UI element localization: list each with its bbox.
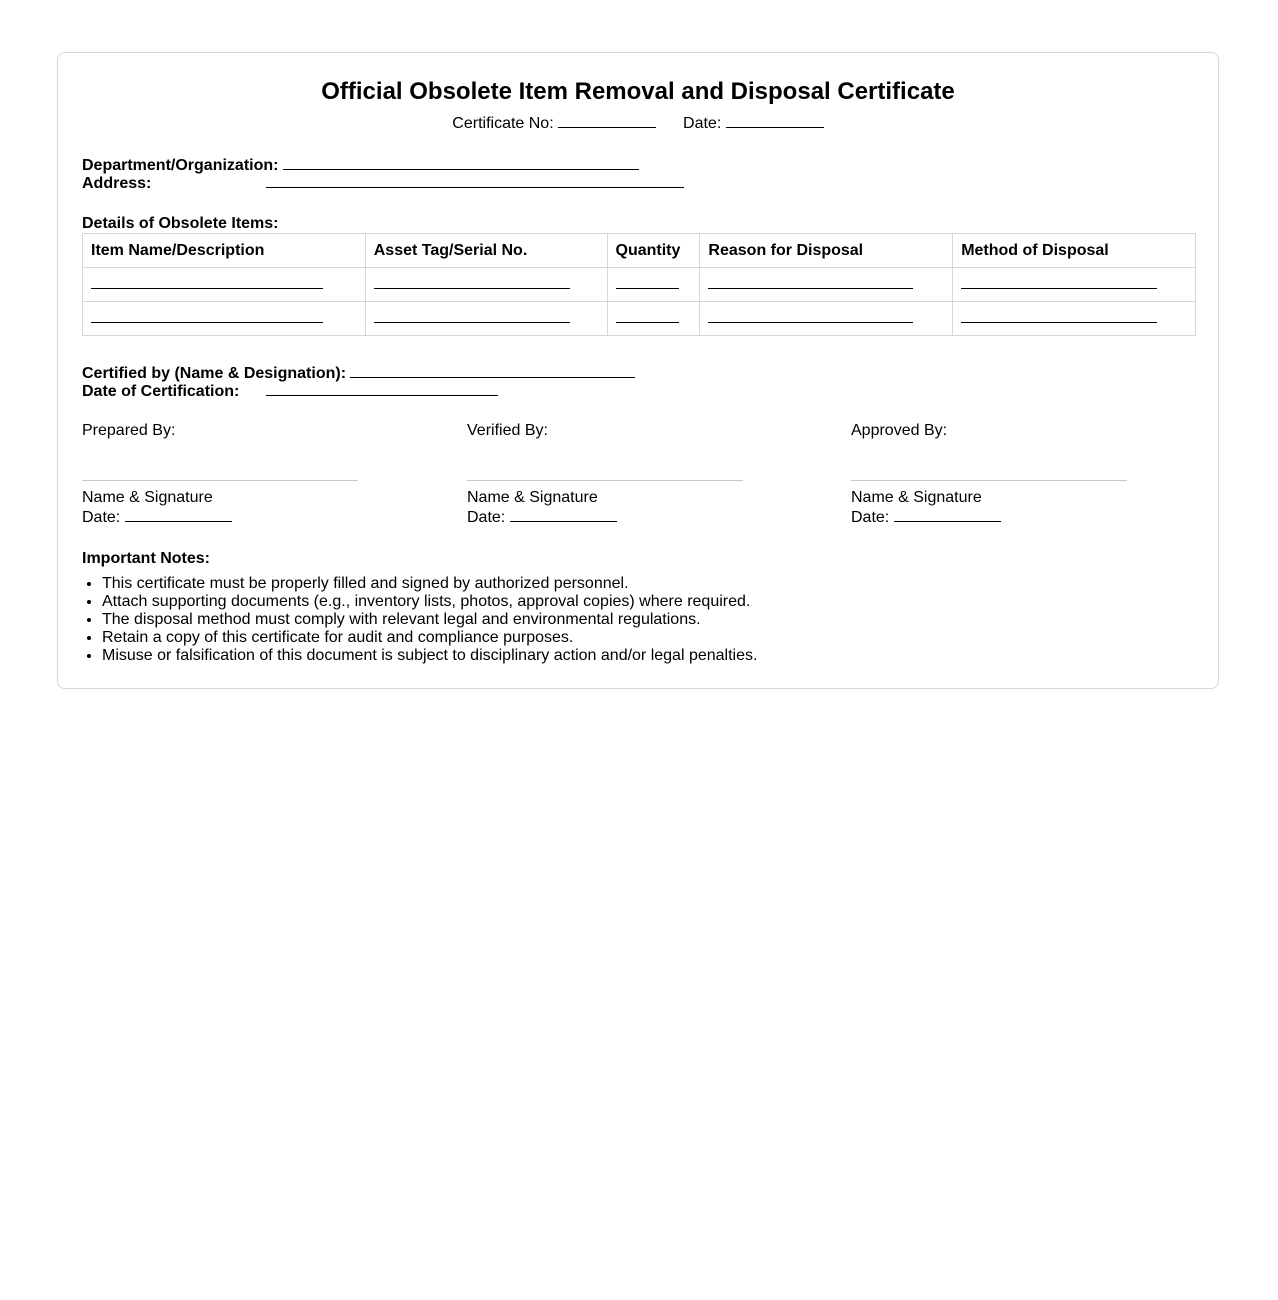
table-cell (365, 268, 607, 302)
reason-field[interactable] (708, 276, 913, 289)
certificate-no-field[interactable] (558, 113, 656, 128)
certification-date-field[interactable] (266, 381, 498, 396)
certified-by-field[interactable] (350, 363, 635, 378)
certification-date-row (82, 381, 498, 401)
verified-by-date-field[interactable] (510, 507, 617, 522)
list-item: • This certificate must be properly filled and signed by authorized personnel. (102, 575, 757, 593)
item-name-field[interactable] (91, 310, 323, 323)
list-item: • Attach supporting documents (e.g., inventory lists, photos, approval copies) where required. (102, 593, 757, 611)
verified-by-label: Verified By: (467, 422, 548, 439)
asset-tag-field[interactable] (374, 276, 570, 289)
column-header-quantity: Quantity (607, 234, 700, 268)
table-cell (365, 302, 607, 336)
certified-by-label: Certified by (Name & Designation): (82, 365, 347, 382)
department-label: Department/Organization: (82, 157, 279, 174)
prepared-by-name-label: Name & Signature (82, 489, 213, 506)
list-item: • Misuse or falsification of this document is subject to disciplinary action and/or legal penalties. (102, 647, 757, 665)
table-cell (607, 302, 700, 336)
approved-by-date-row (851, 507, 1127, 527)
prepared-by-signature-line[interactable] (82, 480, 358, 481)
verified-by-name-label: Name & Signature (467, 489, 598, 506)
prepared-by-date-field[interactable] (125, 507, 232, 522)
certificate-card (57, 52, 1219, 689)
approved-by-label: Approved By: (851, 422, 948, 439)
table-row (83, 268, 1196, 302)
approved-by-date-field[interactable] (894, 507, 1001, 522)
asset-tag-field[interactable] (374, 310, 570, 323)
certified-by-row (82, 363, 635, 383)
table-row (83, 302, 1196, 336)
department-row (82, 155, 639, 175)
column-header-asset-tag: Asset Tag/Serial No. (365, 234, 607, 268)
verified-by-date-label: Date: (467, 509, 506, 526)
quantity-field[interactable] (616, 310, 679, 323)
prepared-by-label: Prepared By: (82, 422, 176, 439)
approved-by-block (851, 422, 1127, 527)
address-row (82, 173, 684, 193)
column-header-item-name: Item Name/Description (83, 234, 366, 268)
certificate-header-line (58, 113, 1218, 133)
prepared-by-block (82, 422, 358, 527)
certificate-no-label: Certificate No: (452, 115, 554, 132)
verified-by-block (467, 422, 743, 527)
table-cell (83, 302, 366, 336)
table-cell (700, 302, 953, 336)
approved-by-date-label: Date: (851, 509, 890, 526)
prepared-by-date-row (82, 507, 358, 527)
address-label: Address: (82, 175, 152, 192)
column-header-reason: Reason for Disposal (700, 234, 953, 268)
list-item: • Retain a copy of this certificate for audit and compliance purposes. (102, 629, 757, 647)
method-field[interactable] (961, 276, 1157, 289)
items-section-label: Details of Obsolete Items: (82, 215, 279, 232)
table-cell (953, 302, 1196, 336)
list-item: • The disposal method must comply with relevant legal and environmental regulations. (102, 611, 757, 629)
table-header-row (83, 234, 1196, 268)
date-label: Date: (683, 115, 722, 132)
department-field[interactable] (283, 155, 639, 170)
verified-by-signature-line[interactable] (467, 480, 743, 481)
reason-field[interactable] (708, 310, 913, 323)
item-name-field[interactable] (91, 276, 323, 289)
column-header-method: Method of Disposal (953, 234, 1196, 268)
verified-by-date-row (467, 507, 743, 527)
obsolete-items-table (82, 233, 1196, 336)
approved-by-signature-line[interactable] (851, 480, 1127, 481)
page-title: Official Obsolete Item Removal and Disposal Certificate (321, 78, 955, 105)
method-field[interactable] (961, 310, 1157, 323)
table-cell (953, 268, 1196, 302)
certification-date-label: Date of Certification: (82, 383, 240, 400)
approved-by-name-label: Name & Signature (851, 489, 982, 506)
table-cell (83, 268, 366, 302)
notes-title: Important Notes: (82, 550, 210, 567)
table-cell (700, 268, 953, 302)
address-field[interactable] (266, 173, 684, 188)
prepared-by-date-label: Date: (82, 509, 121, 526)
notes-list (82, 575, 757, 665)
quantity-field[interactable] (616, 276, 679, 289)
date-field[interactable] (726, 113, 824, 128)
table-cell (607, 268, 700, 302)
